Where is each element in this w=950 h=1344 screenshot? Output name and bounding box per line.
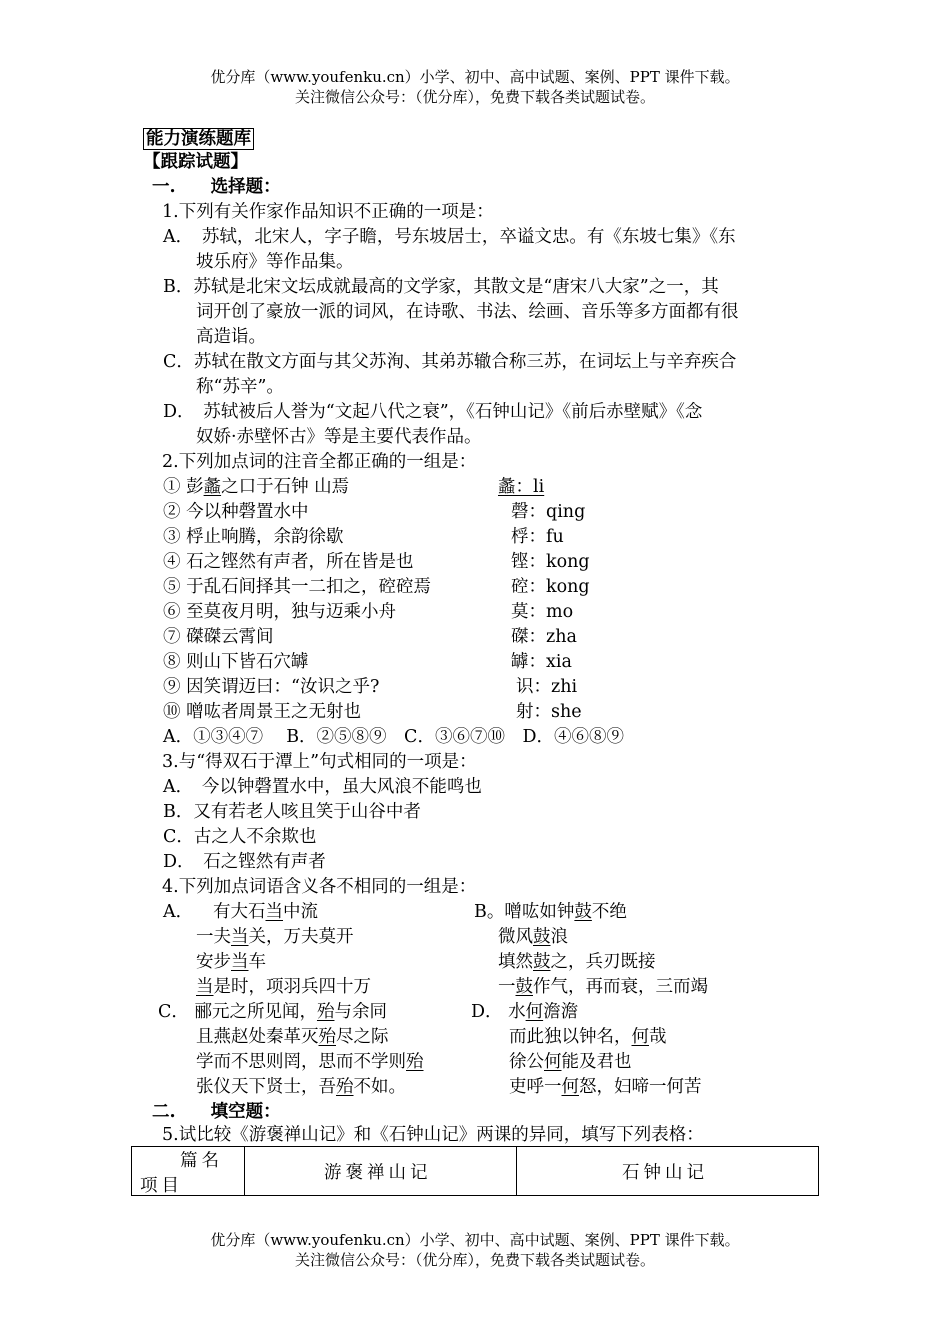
q4-b-line-4 [498, 975, 708, 1000]
q2-pinyin-char: 磬 [511, 502, 529, 522]
q4-text: 不如。 [353, 1077, 406, 1097]
q4-text: 哉 [649, 1027, 667, 1047]
q1-option-a-line2: 坡乐府》等作品集。 [196, 252, 354, 272]
q4-b-line-2 [498, 925, 568, 950]
q4-text: 怒，妇啼一何苦 [579, 1077, 702, 1097]
q2-item-10: ⑩ 噌吰者周景王之无射也 [163, 702, 362, 722]
q4-text: 而此独以钟名， [509, 1027, 632, 1047]
q4-marked-word: 何 [631, 1027, 649, 1047]
q4-text: 之，兵刃既接 [550, 952, 656, 972]
q4-text: 水 [508, 1002, 526, 1022]
q4-text: 能及君也 [561, 1052, 632, 1072]
q1-option-d-line1: D． 苏轼被后人誉为“文起八代之衰”，《石钟山记》《前后赤壁赋》《念 [163, 402, 703, 422]
q4-d-line-4 [509, 1075, 702, 1100]
q2-item-2: ② 今以种磬置水中 [163, 502, 309, 522]
q4-text: 噌吰如钟 [504, 902, 575, 922]
q4-option-a-label: A． [163, 902, 194, 922]
q2-pinyin-value: ：she [533, 702, 582, 722]
q4-marked-word: 当 [265, 902, 283, 922]
page-title-text: 能力演练题库 [143, 128, 254, 150]
header-line-1: 优分库（www.youfenku.cn）小学、初中、高中试题、案例、PPT 课件下载。 [210, 68, 740, 86]
table-corner-bottom: 项目 [140, 1176, 183, 1196]
q2-pinyin-char: 磔 [511, 627, 529, 647]
footer-line-2: 关注微信公众号：（优分库），免费下载各类试题试卷。 [294, 1251, 655, 1269]
q2-pinyin-2 [511, 500, 585, 525]
q1-option-b-line1: B．苏轼是北宋文坛成就最高的文学家，其散文是“唐宋八大家”之一，其 [163, 277, 719, 297]
q4-text: 微风 [498, 927, 533, 947]
q5-stem: 5.试比较《游褒禅山记》和《石钟山记》两课的异同，填写下列表格： [162, 1125, 704, 1145]
q1-option-d-line2: 奴娇·赤壁怀古》等是主要代表作品。 [196, 427, 482, 447]
q2-pinyin-value: ：kong [528, 552, 590, 572]
q1-stem: 1.下列有关作家作品知识不正确的一项是： [162, 202, 494, 222]
q4-marked-word: 何 [525, 1002, 544, 1022]
q2-pinyin-6 [511, 600, 573, 625]
q4-b-line-3 [498, 950, 656, 975]
table-col2-label: 石钟山记 [622, 1163, 708, 1183]
table-header-col2 [516, 1147, 818, 1195]
q4-a-line-3 [196, 950, 266, 975]
q2-pinyin-char: 莫 [511, 602, 529, 622]
q4-text: 郦元之所见闻， [194, 1002, 317, 1022]
q2-item-6: ⑥ 至莫夜月明，独与迈乘小舟 [163, 602, 397, 622]
q4-marked-word: 鼓 [515, 977, 533, 997]
q4-text: 与余同 [334, 1002, 387, 1022]
q4-marked-word: 殆 [318, 1027, 336, 1047]
q2-item-8: ⑧ 则山下皆石穴罅 [163, 652, 309, 672]
q4-text: 一夫 [196, 927, 231, 947]
q4-text: 中流 [283, 902, 318, 922]
q2-item-7: ⑦ 磔磔云霄间 [163, 627, 274, 647]
q2-item-4: ④ 石之铿然有声者，所在皆是也 [163, 552, 414, 572]
q4-marked-word: 当 [231, 927, 249, 947]
section-1-heading: 一. 选择题： [152, 177, 281, 197]
q2-pinyin-value: ：mo [528, 602, 574, 622]
q1-option-b-line3: 高造诣。 [196, 327, 266, 347]
q4-text: 安步 [196, 952, 231, 972]
q3-option-b: B．又有若老人咳且笑于山谷中者 [163, 802, 421, 822]
q4-option-d-label: D． [471, 1002, 503, 1022]
q2-pinyin-9 [516, 675, 577, 700]
q4-c-line-3 [196, 1050, 424, 1075]
q2-pinyin-char: 桴 [511, 527, 529, 547]
table-header-col1 [244, 1147, 517, 1195]
q4-marked-word: 何 [561, 1077, 579, 1097]
q4-a-line-4 [196, 975, 371, 1000]
q1-option-c-line1: C．苏轼在散文方面与其父苏洵、其弟苏辙合称三苏，在词坛上与辛弃疾合 [163, 352, 737, 372]
q2-pinyin-4 [511, 550, 590, 575]
q2-pinyin-value: ：fu [528, 527, 564, 547]
q2-pinyin-value: ：zha [528, 627, 577, 647]
q4-marked-word: 殆 [316, 1002, 335, 1022]
q2-pinyin-1 [498, 475, 544, 500]
q3-stem: 3.与“得双石于潭上”句式相同的一项是： [162, 752, 477, 772]
q2-pinyin-5 [511, 575, 590, 600]
q4-text: 澹澹 [543, 1002, 579, 1022]
q2-pinyin-10 [516, 700, 582, 725]
q2-pinyin-value: ：qing [528, 502, 586, 522]
q4-text: 车 [248, 952, 266, 972]
q2-pinyin-char: 硿 [511, 577, 529, 597]
q4-marked-word: 鼓 [533, 952, 551, 972]
q2-pinyin-value: ：kong [528, 577, 590, 597]
q4-text: 作气，再而衰，三而竭 [533, 977, 708, 997]
q2-pinyin-char: 识 [516, 677, 534, 697]
footer-line-1: 优分库（www.youfenku.cn）小学、初中、高中试题、案例、PPT 课件下载。 [210, 1231, 740, 1249]
q4-marked-word: 何 [544, 1052, 562, 1072]
q4-text: 填然 [498, 952, 533, 972]
q2-item-5: ⑤ 于乱石间择其一二扣之，硿硿焉 [163, 577, 432, 597]
q2-pinyin-value: ：zhi [533, 677, 578, 697]
q4-text: 且燕赵处秦革灭 [196, 1027, 319, 1047]
q2-pinyin-char: 射 [516, 702, 534, 722]
q4-a-line-2 [196, 925, 354, 950]
q4-marked-word: 鼓 [533, 927, 551, 947]
q4-marked-word: 鼓 [574, 902, 592, 922]
q4-option-b-label: B。 [474, 902, 505, 922]
q4-a-line-1 [213, 900, 318, 925]
q4-text: 徐公 [509, 1052, 544, 1072]
q2-pinyin-char: 蠡 [498, 477, 516, 497]
q1-option-b-line2: 词开创了豪放一派的词风，在诗歌、书法、绘画、音乐等多方面都有很 [196, 302, 739, 322]
q3-option-a: A． 今以钟磬置水中，虽大风浪不能鸣也 [163, 777, 482, 797]
q4-d-line-1 [471, 1000, 578, 1025]
comparison-table [131, 1146, 819, 1196]
q2-item-marked-char: 蠡 [203, 477, 222, 497]
q4-text: 一 [498, 977, 516, 997]
q2-pinyin-value: ：li [515, 477, 545, 497]
table-col1-label: 游褒禅山记 [324, 1163, 432, 1183]
q4-c-line-4 [196, 1075, 406, 1100]
q2-item-9: ⑨ 因笑谓迈曰：“汝识之乎? [163, 677, 380, 697]
table-corner-cell [132, 1147, 245, 1195]
q2-pinyin-7 [511, 625, 577, 650]
q4-text: 学而不思则罔，思而不学则 [196, 1052, 406, 1072]
q2-item-3: ③ 桴止响腾，余韵徐歇 [163, 527, 344, 547]
q4-marked-word: 当 [231, 952, 249, 972]
q4-b-line-1 [474, 900, 627, 925]
q4-text: 吏呼一 [509, 1077, 562, 1097]
header-line-2: 关注微信公众号：（优分库），免费下载各类试题试卷。 [294, 88, 655, 106]
q4-marked-word: 殆 [336, 1077, 354, 1097]
q4-marked-word: 当 [196, 977, 214, 997]
subtitle: 【跟踪试题】 [143, 152, 248, 172]
q4-text: 关，万夫莫开 [248, 927, 354, 947]
q2-pinyin-3 [511, 525, 564, 550]
q2-stem: 2.下列加点词的注音全都正确的一组是： [162, 452, 477, 472]
q4-stem: 4.下列加点词语含义各不相同的一组是： [162, 877, 477, 897]
q2-pinyin-8 [511, 650, 572, 675]
q4-text: 尽之际 [336, 1027, 389, 1047]
q4-c-line-2 [196, 1025, 389, 1050]
q2-item-text: ① 彭 [163, 477, 204, 497]
q4-c-line-1 [158, 1000, 387, 1025]
table-corner-top: 篇名 [180, 1151, 223, 1171]
q2-pinyin-value: ：xia [528, 652, 572, 672]
q1-option-c-line2: 称“苏辛”。 [196, 377, 284, 397]
q4-text: 是时，项羽兵四十万 [213, 977, 371, 997]
q2-pinyin-char: 罅 [511, 652, 529, 672]
q4-d-line-2 [509, 1025, 667, 1050]
page-title [143, 127, 254, 152]
q4-option-c-label: C． [158, 1002, 189, 1022]
q4-text: 浪 [550, 927, 568, 947]
section-2-heading: 二. 填空题： [152, 1102, 281, 1122]
q1-option-a-line1: A． 苏轼，北宋人，字子瞻，号东坡居士，卒谥文忠。有《东坡七集》《东 [163, 227, 736, 247]
q3-option-d: D． 石之铿然有声者 [163, 852, 326, 872]
q4-text: 有大石 [213, 902, 266, 922]
q4-text: 张仪天下贤士，吾 [196, 1077, 336, 1097]
q4-d-line-3 [509, 1050, 632, 1075]
q4-marked-word: 殆 [406, 1052, 424, 1072]
q2-pinyin-char: 铿 [511, 552, 529, 572]
q2-item-text-rest: 之口于石钟 山焉 [221, 477, 350, 497]
q2-options: A．①③④⑦ B．②⑤⑧⑨ C．③⑥⑦⑩ D．④⑥⑧⑨ [163, 727, 624, 747]
q2-item-1 [163, 475, 349, 500]
q3-option-c: C．古之人不余欺也 [163, 827, 317, 847]
q4-text: 不绝 [591, 902, 627, 922]
